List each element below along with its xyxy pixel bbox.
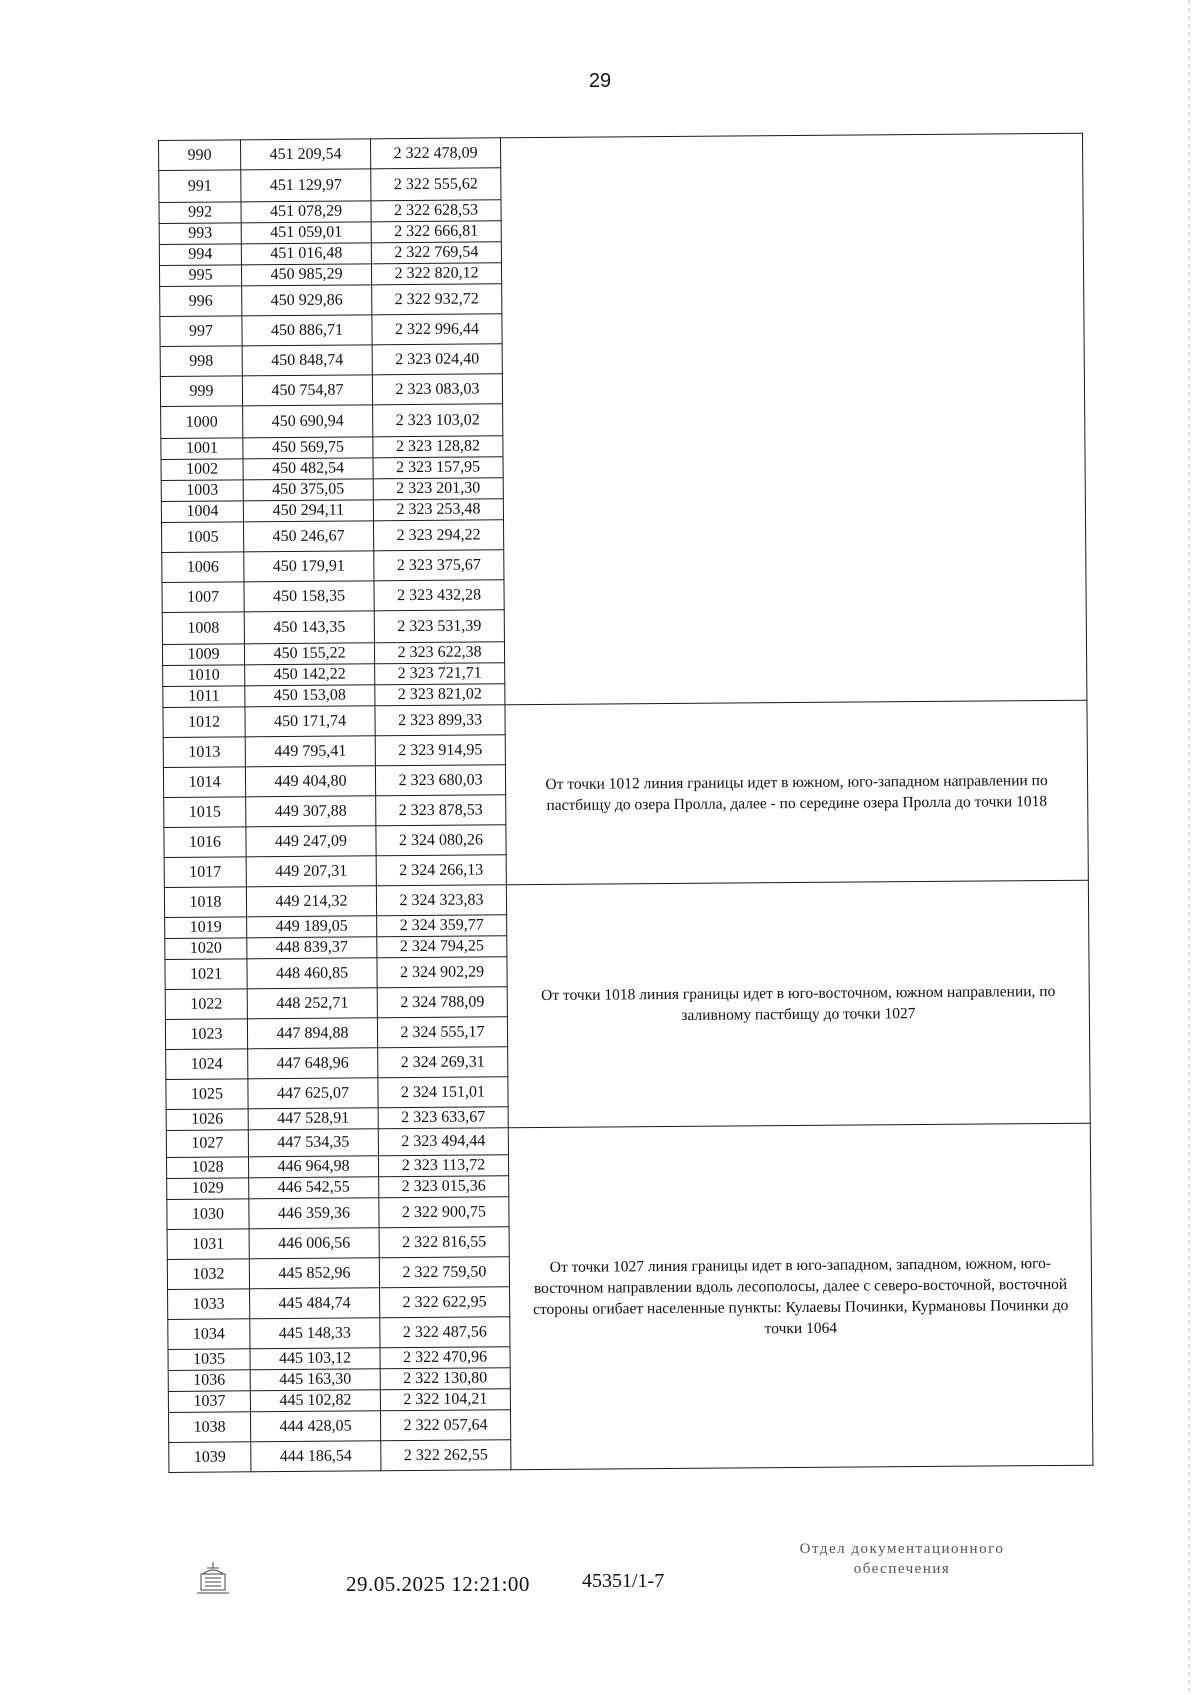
coordinates-table-body: [159, 133, 1093, 1472]
y-coordinate-cell: 2 323 128,82: [373, 436, 503, 458]
point-number-cell: 1030: [167, 1199, 249, 1230]
x-coordinate-cell: 450 482,54: [243, 458, 373, 480]
y-coordinate-cell: 2 323 914,95: [375, 735, 505, 766]
point-number-cell: 1005: [162, 522, 244, 553]
y-coordinate-cell: 2 324 788,09: [377, 987, 507, 1018]
point-number-cell: 995: [159, 265, 241, 287]
x-coordinate-cell: 449 307,88: [246, 796, 376, 827]
footer-datetime: 29.05.2025 12:21:00: [346, 1572, 530, 1596]
x-coordinate-cell: 450 929,86: [242, 285, 372, 316]
x-coordinate-cell: 445 103,12: [250, 1348, 380, 1370]
y-coordinate-cell: 2 323 201,30: [373, 478, 503, 500]
x-coordinate-cell: 451 016,48: [241, 243, 371, 265]
x-coordinate-cell: 448 839,37: [247, 937, 377, 959]
point-number-cell: 999: [160, 376, 242, 407]
point-number-cell: 994: [159, 244, 241, 266]
boundary-coordinates-table: [158, 133, 1093, 1473]
x-coordinate-cell: 444 428,05: [250, 1411, 380, 1442]
y-coordinate-cell: 2 322 622,95: [380, 1287, 510, 1318]
point-number-cell: 1039: [169, 1442, 251, 1473]
point-number-cell: 1007: [162, 582, 244, 613]
point-number-cell: 993: [159, 223, 241, 245]
x-coordinate-cell: 445 102,82: [250, 1390, 380, 1412]
y-coordinate-cell: 2 322 932,72: [372, 284, 502, 315]
x-coordinate-cell: 450 246,67: [244, 521, 374, 552]
point-number-cell: 1019: [165, 917, 247, 939]
point-number-cell: 1035: [168, 1349, 250, 1371]
x-coordinate-cell: 450 294,11: [243, 500, 373, 522]
point-number-cell: 1013: [163, 737, 245, 768]
point-number-cell: 1008: [162, 612, 244, 645]
point-number-cell: 1031: [167, 1229, 249, 1260]
point-number-cell: 990: [159, 140, 241, 171]
boundary-description-cell: От точки 1012 линия границы идет в южном, юго-западном направлении по пастбищу до озера Пролла, далее - по середине озера Пролла до точки 1018: [505, 700, 1088, 885]
x-coordinate-cell: 445 163,30: [250, 1369, 380, 1391]
x-coordinate-cell: 450 985,29: [241, 264, 371, 286]
point-number-cell: 1026: [166, 1109, 248, 1131]
x-coordinate-cell: 448 252,71: [247, 988, 377, 1019]
y-coordinate-cell: 2 323 015,36: [379, 1176, 509, 1198]
y-coordinate-cell: 2 324 151,01: [378, 1077, 508, 1108]
y-coordinate-cell: 2 323 494,44: [378, 1128, 508, 1156]
y-coordinate-cell: 2 323 821,02: [375, 684, 505, 706]
x-coordinate-cell: 449 207,31: [246, 856, 376, 887]
point-number-cell: 1028: [166, 1157, 248, 1179]
y-coordinate-cell: 2 322 769,54: [371, 242, 501, 264]
x-coordinate-cell: 450 569,75: [243, 437, 373, 459]
y-coordinate-cell: 2 324 555,17: [377, 1017, 507, 1048]
point-number-cell: 1009: [162, 644, 244, 666]
y-coordinate-cell: 2 322 130,80: [380, 1368, 510, 1390]
point-number-cell: 1036: [168, 1370, 250, 1392]
y-coordinate-cell: 2 323 899,33: [375, 705, 505, 736]
point-number-cell: 1037: [168, 1391, 250, 1413]
y-coordinate-cell: 2 324 323,83: [376, 885, 506, 916]
point-number-cell: 1025: [166, 1079, 248, 1110]
point-number-cell: 1015: [164, 797, 246, 828]
point-number-cell: 1038: [168, 1412, 250, 1443]
y-coordinate-cell: 2 322 057,64: [380, 1410, 510, 1441]
y-coordinate-cell: 2 323 432,28: [374, 580, 504, 611]
y-coordinate-cell: 2 322 816,55: [379, 1227, 509, 1258]
point-number-cell: 1004: [161, 501, 243, 523]
y-coordinate-cell: 2 322 666,81: [371, 221, 501, 243]
y-coordinate-cell: 2 322 487,56: [380, 1317, 510, 1348]
point-number-cell: 1001: [161, 438, 243, 460]
point-number-cell: 992: [159, 202, 241, 224]
x-coordinate-cell: 449 795,41: [245, 736, 375, 767]
government-emblem-icon: [193, 1560, 233, 1596]
x-coordinate-cell: 450 158,35: [244, 581, 374, 612]
y-coordinate-cell: 2 324 080,26: [376, 825, 506, 856]
x-coordinate-cell: 451 059,01: [241, 222, 371, 244]
point-number-cell: 1020: [165, 938, 247, 960]
table-row: [164, 880, 1088, 917]
point-number-cell: 997: [160, 316, 242, 347]
x-coordinate-cell: 450 754,87: [242, 375, 372, 406]
x-coordinate-cell: 447 648,96: [248, 1048, 378, 1079]
table-row: [163, 700, 1087, 737]
x-coordinate-cell: 445 484,74: [250, 1288, 380, 1319]
x-coordinate-cell: 444 186,54: [251, 1441, 381, 1472]
y-coordinate-cell: 2 323 253,48: [373, 499, 503, 521]
point-number-cell: 1014: [163, 767, 245, 798]
y-coordinate-cell: 2 324 902,29: [377, 957, 507, 988]
y-coordinate-cell: 2 323 157,95: [373, 457, 503, 479]
y-coordinate-cell: 2 323 633,67: [378, 1107, 508, 1129]
y-coordinate-cell: 2 322 759,50: [379, 1257, 509, 1288]
stamp-line-2: обеспечения: [853, 1561, 951, 1577]
point-number-cell: 1006: [162, 552, 244, 583]
y-coordinate-cell: 2 323 083,03: [372, 374, 502, 405]
y-coordinate-cell: 2 322 470,96: [380, 1347, 510, 1369]
y-coordinate-cell: 2 322 900,75: [379, 1197, 509, 1228]
point-number-cell: 1022: [165, 989, 247, 1020]
x-coordinate-cell: 451 129,97: [241, 169, 371, 202]
stamp-line-1: Отдел документационного: [799, 1541, 1005, 1557]
x-coordinate-cell: 447 894,88: [247, 1018, 377, 1049]
y-coordinate-cell: 2 323 375,67: [374, 550, 504, 581]
x-coordinate-cell: 447 625,07: [248, 1078, 378, 1109]
point-number-cell: 1011: [163, 686, 245, 708]
y-coordinate-cell: 2 322 262,55: [381, 1440, 511, 1471]
x-coordinate-cell: 449 247,09: [246, 826, 376, 857]
point-number-cell: 1018: [164, 887, 246, 918]
x-coordinate-cell: 451 209,54: [241, 139, 371, 170]
y-coordinate-cell: 2 323 531,39: [374, 610, 504, 643]
footer-document-number: 45351/1-7: [582, 1570, 665, 1592]
point-number-cell: 1017: [164, 857, 246, 888]
point-number-cell: 1027: [166, 1130, 248, 1158]
x-coordinate-cell: 449 189,05: [247, 916, 377, 938]
x-coordinate-cell: 445 148,33: [250, 1318, 380, 1349]
x-coordinate-cell: 450 142,22: [245, 664, 375, 686]
point-number-cell: 1003: [161, 480, 243, 502]
x-coordinate-cell: 450 886,71: [242, 315, 372, 346]
y-coordinate-cell: 2 324 359,77: [377, 915, 507, 937]
point-number-cell: 1010: [163, 665, 245, 687]
point-number-cell: 1034: [168, 1319, 250, 1350]
boundary-description-cell: От точки 1027 линия границы идет в юго-западном, западном, южном, юго-восточном направлении вдоль лесополосы, далее с северо-восточной, восточной стороны огибает населенные пункты: Кулаевы Починки, Курмановы Починки до точки 1064: [508, 1123, 1093, 1470]
x-coordinate-cell: 450 143,35: [244, 611, 374, 644]
x-coordinate-cell: 446 542,55: [249, 1177, 379, 1199]
x-coordinate-cell: 446 964,98: [248, 1156, 378, 1178]
x-coordinate-cell: 450 155,22: [244, 643, 374, 665]
y-coordinate-cell: 2 322 996,44: [372, 314, 502, 345]
boundary-description-cell: От точки 1018 линия границы идет в юго-восточном, южном направлении, по заливному пастбищу до точки 1027: [506, 880, 1090, 1128]
x-coordinate-cell: 450 179,91: [244, 551, 374, 582]
y-coordinate-cell: 2 322 628,53: [371, 200, 501, 222]
department-stamp: [752, 1539, 1052, 1579]
x-coordinate-cell: 450 153,08: [245, 685, 375, 707]
point-number-cell: 1029: [167, 1178, 249, 1200]
point-number-cell: 1032: [167, 1259, 249, 1290]
y-coordinate-cell: 2 323 294,22: [373, 520, 503, 551]
y-coordinate-cell: 2 323 721,71: [375, 663, 505, 685]
y-coordinate-cell: 2 324 266,13: [376, 855, 506, 886]
x-coordinate-cell: 449 404,80: [245, 766, 375, 797]
y-coordinate-cell: 2 324 794,25: [377, 936, 507, 958]
point-number-cell: 991: [159, 170, 241, 203]
y-coordinate-cell: 2 324 269,31: [378, 1047, 508, 1078]
point-number-cell: 1000: [161, 406, 243, 439]
point-number-cell: 1016: [164, 827, 246, 858]
x-coordinate-cell: 447 528,91: [248, 1108, 378, 1130]
x-coordinate-cell: 450 375,05: [243, 479, 373, 501]
y-coordinate-cell: 2 322 104,21: [380, 1389, 510, 1411]
x-coordinate-cell: 445 852,96: [249, 1258, 379, 1289]
y-coordinate-cell: 2 322 555,62: [371, 168, 501, 201]
x-coordinate-cell: 451 078,29: [241, 201, 371, 223]
boundary-description-cell: [500, 133, 1086, 705]
scan-edge-line: [1188, 0, 1190, 1695]
point-number-cell: 1002: [161, 459, 243, 481]
y-coordinate-cell: 2 323 878,53: [376, 795, 506, 826]
x-coordinate-cell: 450 171,74: [245, 706, 375, 737]
point-number-cell: 1033: [168, 1289, 250, 1320]
point-number-cell: 996: [160, 286, 242, 317]
point-number-cell: 1021: [165, 959, 247, 990]
point-number-cell: 998: [160, 346, 242, 377]
point-number-cell: 1023: [165, 1019, 247, 1050]
point-number-cell: 1024: [166, 1049, 248, 1080]
x-coordinate-cell: 448 460,85: [247, 958, 377, 989]
x-coordinate-cell: 450 690,94: [243, 405, 373, 438]
y-coordinate-cell: 2 323 622,38: [374, 642, 504, 664]
y-coordinate-cell: 2 323 024,40: [372, 344, 502, 375]
x-coordinate-cell: 446 006,56: [249, 1228, 379, 1259]
y-coordinate-cell: 2 323 103,02: [373, 404, 503, 437]
x-coordinate-cell: 449 214,32: [246, 886, 376, 917]
point-number-cell: 1012: [163, 707, 245, 738]
y-coordinate-cell: 2 323 113,72: [378, 1155, 508, 1177]
table-row: [159, 133, 1083, 170]
x-coordinate-cell: 446 359,36: [249, 1198, 379, 1229]
y-coordinate-cell: 2 322 820,12: [371, 263, 501, 285]
x-coordinate-cell: 447 534,35: [248, 1129, 378, 1157]
x-coordinate-cell: 450 848,74: [242, 345, 372, 376]
y-coordinate-cell: 2 322 478,09: [370, 138, 500, 169]
page-number: 29: [588, 70, 612, 92]
y-coordinate-cell: 2 323 680,03: [375, 765, 505, 796]
